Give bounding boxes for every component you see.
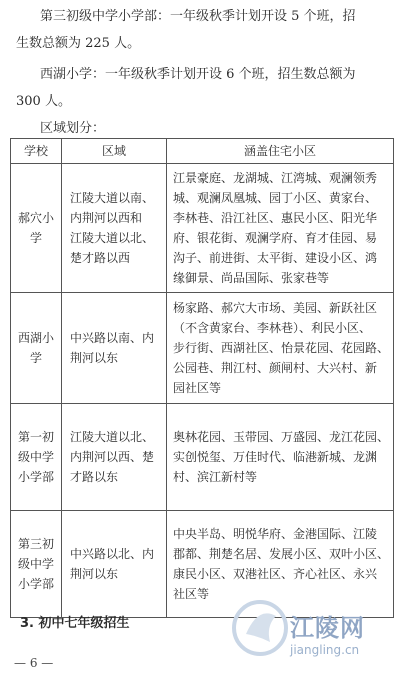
header-communities: 涵盖住宅小区: [167, 139, 394, 164]
table-header-row: [11, 139, 394, 164]
cell-region: 中兴路以北、内 荆河以东: [62, 511, 167, 618]
header-region: 区域: [62, 139, 167, 164]
cell-communities: 中央半岛、明悦华府、金港国际、江陵 郡都、荆楚名居、发展小区、双叶小区、 康民小区、双港社区、齐心社区、永兴 社区等: [167, 511, 394, 618]
cell-school: 西湖小 学: [11, 293, 62, 404]
district-table: [10, 138, 394, 618]
section-heading-junior-high: 3. 初中七年级招生: [20, 616, 130, 631]
paragraph-san-chu-line2: 生数总额为 225 人。: [16, 36, 141, 51]
table-row: [11, 293, 394, 404]
watermark-text: 江陵网: [290, 614, 365, 642]
table-row: [11, 164, 394, 293]
cell-school: 第三初 级中学 小学部: [11, 511, 62, 618]
table-row: [11, 404, 394, 511]
watermark-url: jiangling.cn: [290, 643, 360, 657]
header-school: 学校: [11, 139, 62, 164]
paragraph-xihu-line1: 西湖小学：一年级秋季计划开设 6 个班，招生数总额为: [40, 67, 356, 82]
section-title-region: 区域划分：: [40, 121, 106, 136]
paragraph-san-chu-line1: 第三初级中学小学部：一年级秋季计划开设 5 个班，招: [40, 9, 356, 24]
cell-communities: 江景豪庭、龙湖城、江湾城、观澜领秀 城、观澜凤凰城、园丁小区、黄家台、 李林巷、沿江社区、惠民小区、阳光华 府、银花街、观澜学府、育才佳园、易 沟子、前进街、太平街、建设小区、鸿 缘御景、尚品国际、张家巷等: [167, 164, 394, 293]
paragraph-xihu-line2: 300 人。: [16, 94, 71, 109]
cell-communities: 奥林花园、玉带园、万盛园、龙江花园、 实创悦玺、万佳时代、临港新城、龙渊 村、滨江新村等: [167, 404, 394, 511]
cell-region: 江陵大道以南、 内荆河以西和 江陵大道以北、 楚才路以西: [62, 164, 167, 293]
cell-region: 江陵大道以北、 内荆河以西、楚 才路以东: [62, 404, 167, 511]
cell-school: 第一初 级中学 小学部: [11, 404, 62, 511]
page-number: — 6 —: [14, 656, 54, 670]
cell-communities: 杨家路、郝穴大市场、美园、新跃社区 （不含黄家台、李林巷）、利民小区、 步行街、西湖社区、怡景花园、花园路、 公园巷、荆江村、颜闸村、大兴村、新 园社区等: [167, 293, 394, 404]
cell-school: 郝穴小 学: [11, 164, 62, 293]
cell-region: 中兴路以南、内 荆河以东: [62, 293, 167, 404]
